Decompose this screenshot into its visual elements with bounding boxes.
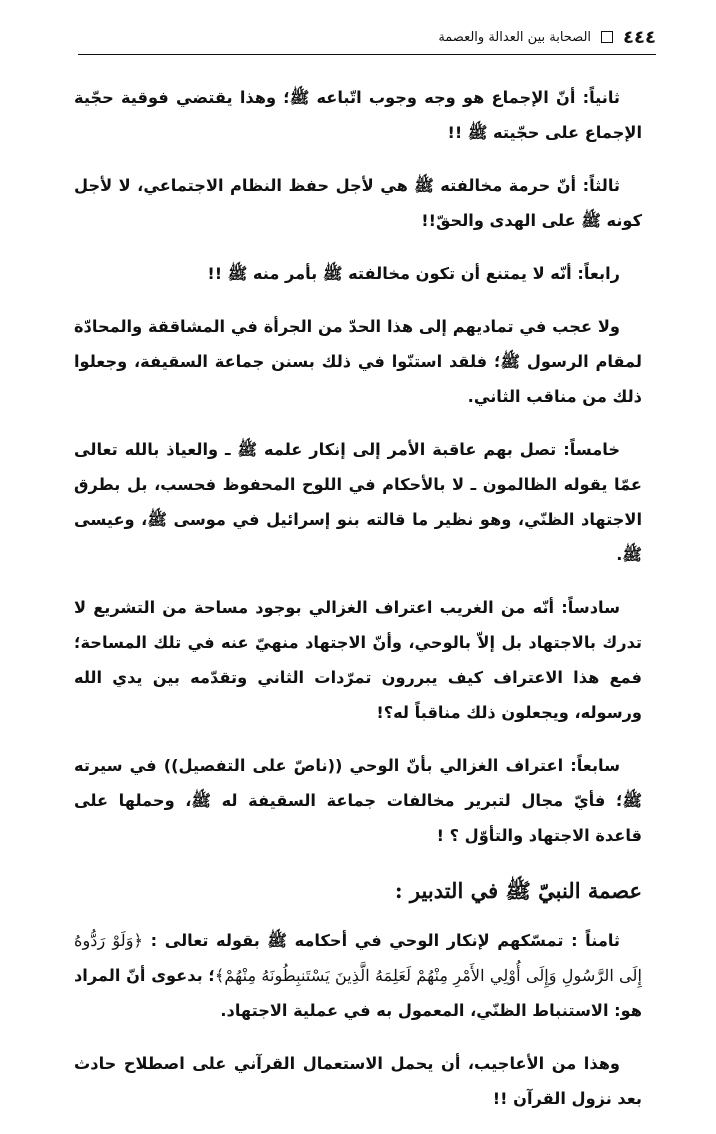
paragraph-closing (74, 1046, 642, 1116)
paragraph-text: تصل بهم عاقبة الأمر إلى إنكار علمه ﷺ ـ والعياذ بالله تعالى عمّا يقوله الظالمون ـ لا بالأحكام في اللوح المحفوظ فحسب، بل بطرق الاجتهاد الظنّي، وهو نظير ما قالته بنو إسرائيل في موسى ﷺ، وعيسى ﷺ. (74, 440, 642, 564)
paragraph-text: وهذا من الأعاجيب، أن يحمل الاستعمال القرآني على اصطلاح حادث بعد نزول القرآن !! (74, 1054, 642, 1108)
paragraph-eighth (74, 923, 642, 1028)
page-body (74, 80, 642, 1134)
paragraph-lead: سابعاً: (570, 756, 621, 775)
paragraph-third (74, 168, 642, 238)
paragraph-text: أنّ حرمة مخالفته ﷺ هي لأجل حفظ النظام الاجتماعي، لا لأجل كونه ﷺ على الهدى والحقّ!! (74, 176, 642, 230)
paragraph-lead: ثامناً : (571, 931, 620, 950)
page-number: ٤٤٤ (623, 26, 656, 48)
paragraph-fourth (74, 256, 642, 291)
book-title: الصحابة بين العدالة والعصمة (438, 29, 592, 45)
paragraph-second (74, 80, 642, 150)
paragraph-lead: رابعاً: (577, 264, 620, 283)
paragraph-fifth (74, 432, 642, 572)
paragraph-sixth (74, 590, 642, 730)
paragraph-lead: سادساً: (561, 598, 620, 617)
paragraph-text: أنّه لا يمتنع أن تكون مخالفته ﷺ بأمر منه ﷺ !! (207, 264, 572, 283)
paragraph-text: ولا عجب في تماديهم إلى هذا الحدّ من الجرأة في المشاققة والمحادّة لمقام الرسول ﷺ؛ فلقد استنّوا في ذلك بسنن جماعة السقيفة، وجعلوا ذلك من مناقب الثاني. (74, 317, 642, 406)
paragraph-text: ؛ بدعوى أنّ المراد هو: الاستنباط الظنّي، المعمول به في عملية الاجتهاد. (74, 966, 642, 1020)
paragraph-text: اعتراف الغزالي بأنّ الوحي ((ناصّ على التفصيل)) في سيرته ﷺ؛ فأيّ مجال لتبرير مخالفات جماعة السقيفة له ﷺ، وحملها على قاعدة الاجتهاد والتأوّل ؟ ! (74, 756, 642, 845)
section-heading: عصمة النبيّ ﷺ في التدبير : (394, 878, 642, 903)
paragraph-text: أنّ الإجماع هو وجه وجوب اتّباعه ﷺ؛ وهذا يقتضي فوقية حجّية الإجماع على حجّيته ﷺ !! (74, 88, 642, 142)
paragraph-lead: ثانياً: (582, 88, 620, 107)
paragraph-text: تمسّكهم لإنكار الوحي في أحكامه ﷺ بقوله تعالى : (150, 931, 564, 950)
square-ornament-icon (601, 31, 613, 43)
paragraph-no-wonder (74, 309, 642, 414)
paragraph-text: أنّه من الغريب اعتراف الغزالي بوجود مساحة من التشريع لا تدرك بالاجتهاد بل إلاّ بالوحي، وأنّ الاجتهاد منهيّ عنه في تلك المساحة؛ فمع هذا الاعتراف كيف يبررون تمرّدات الثاني وتقدّمه بين يدي الله ورسوله، ويجعلون ذلك مناقباً له؟! (74, 598, 642, 722)
running-header (78, 20, 656, 55)
paragraph-seventh (74, 748, 642, 853)
paragraph-lead: خامساً: (563, 440, 621, 459)
paragraph-lead: ثالثاً: (582, 176, 620, 195)
quran-quote: ﴿وَلَوْ رَدُّوهُ إِلَى الرَّسُولِ وَإِلَى أُوْلِي الأَمْرِ مِنْهُمْ لَعَلِمَهُ الَّذِينَ يَسْتَنبِطُونَهُ مِنْهُمْ﴾ (74, 931, 642, 985)
